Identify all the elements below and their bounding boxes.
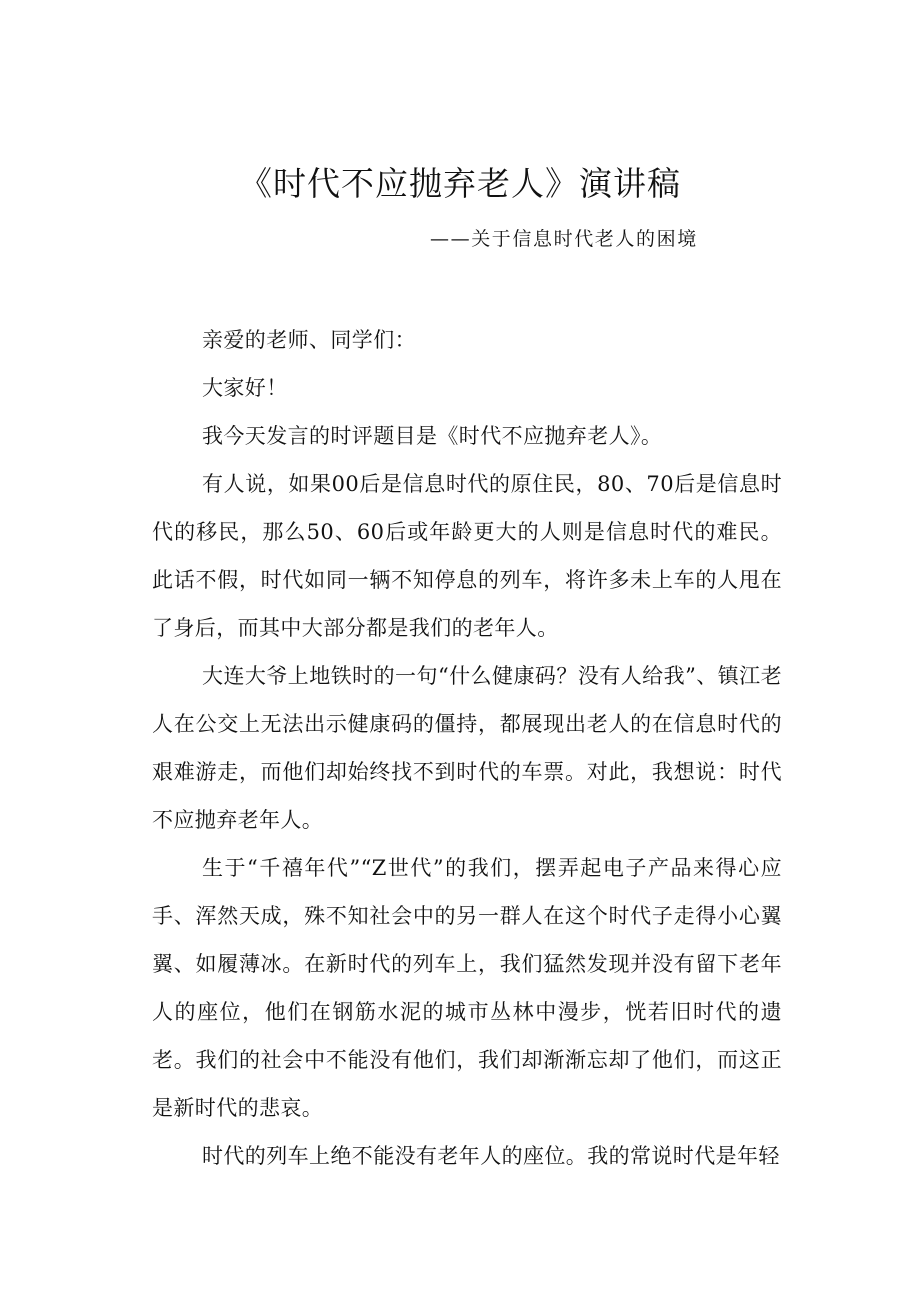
topic-paragraph: 我今天发言的时评题目是《时代不应抛弃老人》。 bbox=[202, 424, 663, 448]
document-subtitle: ——关于信息时代老人的困境 bbox=[430, 228, 698, 250]
salutation-paragraph: 亲爱的老师、同学们： bbox=[202, 328, 416, 352]
body-paragraph: 生于“千禧年代”“Z世代”的我们，摆弄起电子产品来得心应手、浑然天成，殊不知社会中的另一群人在这个时代子走得小心翼翼、如履薄冰。在新时代的列车上，我们猛然发现并没有留下老年人的座位，他们在钢筋水泥的城市丛林中漫步，恍若旧时代的遗老。我们的社会中不能没有他们，我们却渐渐忘却了他们，而这正是新时代的悲哀。 bbox=[152, 856, 782, 1120]
greeting-paragraph: 大家好！ bbox=[202, 376, 288, 400]
body-paragraph: 大连大爷上地铁时的一句“什么健康码？没有人给我”、镇江老人在公交上无法出示健康码的僵持，都展现出老人的在信息时代的艰难游走，而他们却始终找不到时代的车票。对此，我想说：时代不应抛弃老年人。 bbox=[152, 664, 782, 832]
document-title: 《时代不应抛弃老人》演讲稿 bbox=[239, 164, 681, 203]
body-paragraph: 有人说，如果00后是信息时代的原住民，80、70后是信息时代的移民，那么50、60后或年龄更大的人则是信息时代的难民。此话不假，时代如同一辆不知停息的列车，将许多未上车的人甩在了身后，而其中大部分都是我们的老年人。 bbox=[152, 472, 782, 640]
document-body bbox=[152, 316, 782, 1180]
body-paragraph: 时代的列车上绝不能没有老年人的座位。我的常说时代是年轻 bbox=[202, 1144, 780, 1168]
